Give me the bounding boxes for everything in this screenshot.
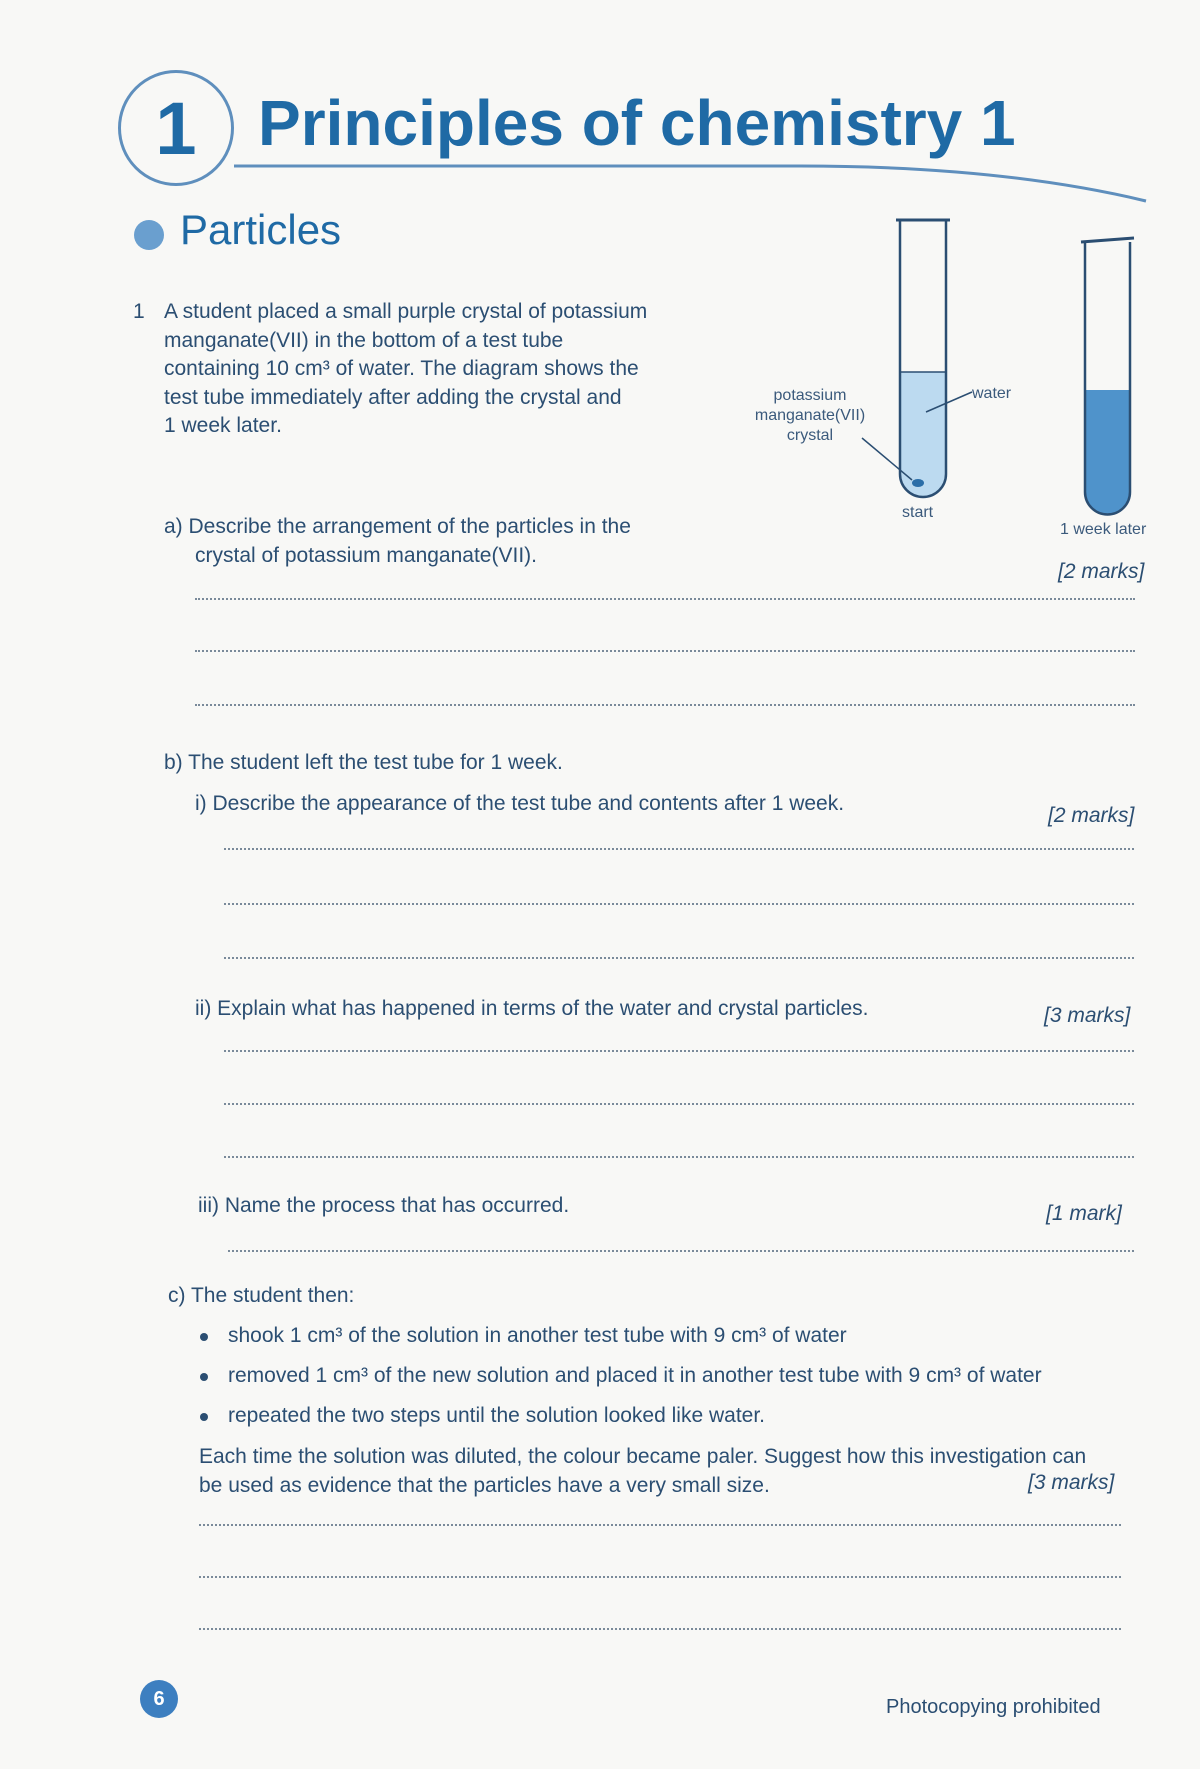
- intro-line: manganate(VII) in the bottom of a test tube: [164, 328, 564, 352]
- test-tube-diagram: [740, 210, 1160, 520]
- section-bullet-icon: [134, 220, 164, 250]
- part-b-ii-question: ii) Explain what has happened in terms of the water and crystal particles.: [195, 997, 869, 1020]
- bullet-icon: [200, 1333, 208, 1341]
- intro-line: A student placed a small purple crystal of potassium: [164, 300, 648, 323]
- answer-line[interactable]: [224, 1050, 1134, 1052]
- answer-line[interactable]: [224, 957, 1134, 959]
- answer-line[interactable]: [195, 704, 1135, 706]
- intro-line: test tube immediately after adding the crystal and: [164, 385, 622, 409]
- later-label: 1 week later: [1060, 521, 1147, 538]
- part-a-marks: [2 marks]: [1058, 560, 1145, 583]
- list-item: removed 1 cm³ of the new solution and placed it in another test tube with 9 cm³ of water: [228, 1364, 1042, 1387]
- crystal: [912, 479, 924, 487]
- intro-line: 1 week later.: [164, 414, 282, 437]
- section-title: Particles: [180, 206, 342, 253]
- chapter-number: 1: [155, 86, 197, 170]
- title-rule: [0, 0, 1200, 220]
- part-c-marks: [3 marks]: [1028, 1471, 1115, 1494]
- crystal-label: potassium manganate(VII) crystal: [754, 387, 866, 444]
- part-b-i-marks: [2 marks]: [1048, 804, 1135, 827]
- intro-line: containing 10 cm³ of water. The diagram shows the: [164, 357, 639, 380]
- answer-line[interactable]: [195, 598, 1135, 600]
- part-b-iii-marks: [1 mark]: [1046, 1202, 1122, 1225]
- part-c-paragraph: Each time the solution was diluted, the colour became paler. Suggest how this investigation can be used as evidence that the particles have a very small size.: [199, 1445, 1087, 1497]
- answer-line[interactable]: [199, 1524, 1121, 1526]
- bullet-icon: [200, 1373, 208, 1381]
- footer-notice: Photocopying prohibited: [886, 1696, 1101, 1718]
- list-item: repeated the two steps until the solution looked like water.: [228, 1404, 765, 1427]
- answer-line[interactable]: [224, 903, 1134, 905]
- part-b-ii-marks: [3 marks]: [1044, 1004, 1131, 1027]
- part-a-question: a) Describe the arrangement of the particles in the crystal of potassium manganate(VII).: [164, 515, 631, 567]
- start-tube-water: [900, 372, 946, 497]
- part-b-i-question: i) Describe the appearance of the test tube and contents after 1 week.: [195, 792, 845, 815]
- list-item: shook 1 cm³ of the solution in another test tube with 9 cm³ of water: [228, 1324, 847, 1347]
- part-b-question: b) The student left the test tube for 1 week.: [164, 751, 563, 774]
- later-tube-solution: [1085, 390, 1130, 515]
- water-label: water: [972, 385, 1012, 402]
- answer-line[interactable]: [199, 1576, 1121, 1578]
- chapter-title: Principles of chemistry 1: [258, 87, 1016, 159]
- part-c-question: c) The student then:: [168, 1284, 355, 1307]
- part-b-iii-question: iii) Name the process that has occurred.: [198, 1194, 570, 1217]
- page-number-badge: 6: [140, 1680, 178, 1718]
- answer-line[interactable]: [224, 1103, 1134, 1105]
- answer-line[interactable]: [195, 650, 1135, 652]
- question-intro: [164, 298, 704, 441]
- answer-line[interactable]: [224, 1156, 1134, 1158]
- question-number: 1: [133, 300, 145, 323]
- start-label: start: [902, 504, 934, 521]
- answer-line[interactable]: [228, 1250, 1134, 1252]
- answer-line[interactable]: [224, 848, 1134, 850]
- answer-line[interactable]: [199, 1628, 1121, 1630]
- bullet-icon: [200, 1413, 208, 1421]
